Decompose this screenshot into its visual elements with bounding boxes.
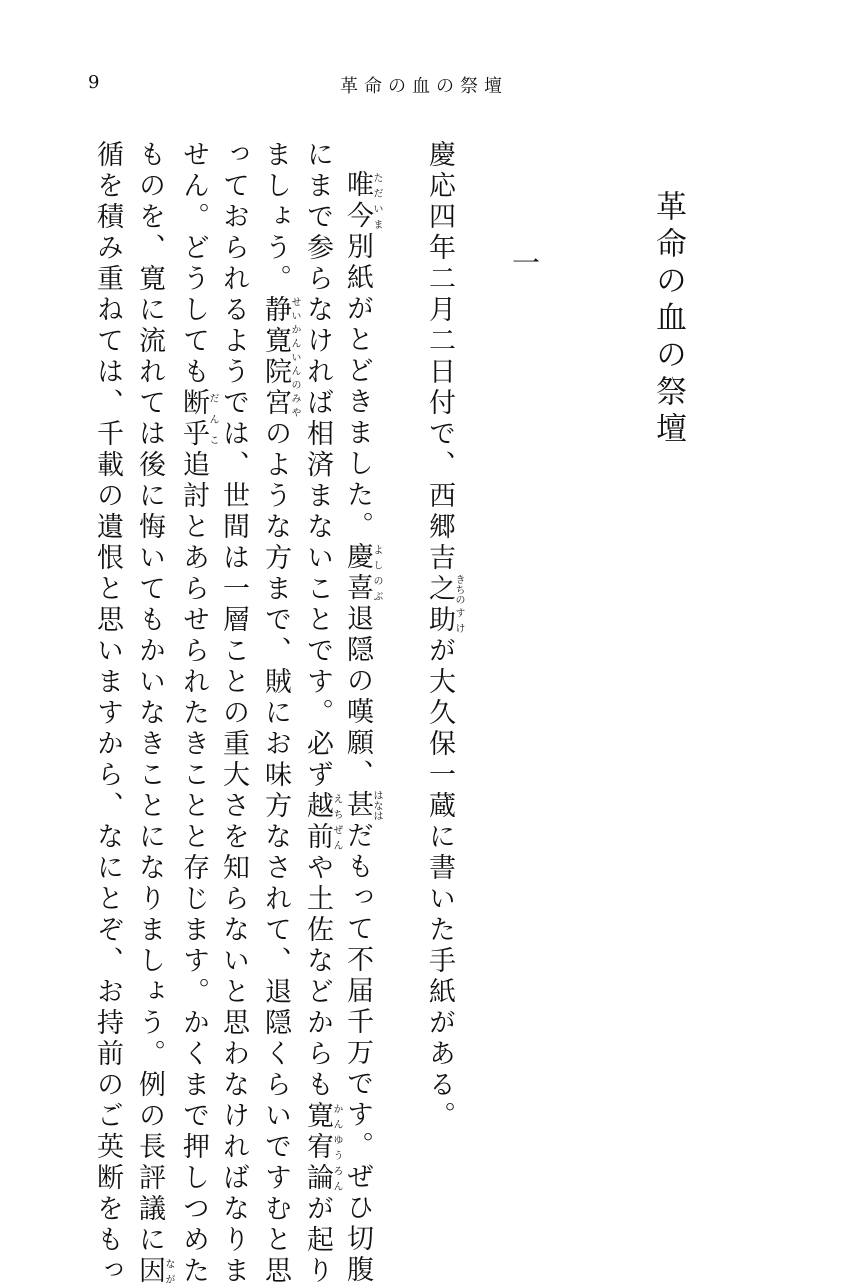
body-line-2-text-b: 別紙がとどきました。	[342, 232, 373, 542]
word-echizen: 越前	[302, 791, 333, 853]
chapter-title: 革命の血の祭壇	[650, 190, 686, 449]
body-line-6-text-c: 追討とあらせられたきことと存じます。かくまで押しつめた	[178, 450, 209, 1287]
ruby-hanahada	[342, 790, 382, 821]
ruby-suke: 助すけ	[424, 605, 464, 636]
word-seikanin: 静寛院宮	[260, 295, 291, 419]
running-header-title: 革命の血の祭壇	[340, 76, 508, 97]
body-line-6	[180, 140, 218, 1287]
body-line-7-text-a: ものを、寛に流れては後に悔いてもかいなきことになりましょう。例の長評議に	[134, 140, 165, 1256]
ruby-reading-yoshinobu: よしのぶ	[371, 542, 382, 604]
body-line-1-text-a: 慶応四年二月二日付で、西郷吉	[424, 140, 455, 574]
body-line-3	[304, 140, 342, 1287]
body-line-4-text-c: のような方まで、賊にお味方なされて、退隠くらいですむと思	[260, 419, 291, 1287]
page-number: 9	[88, 72, 101, 93]
ruby-tadaima	[342, 170, 382, 232]
ruby-reading-suke: すけ	[453, 605, 464, 636]
ruby-reading-hanahada: はなは	[371, 790, 382, 821]
word-hanahada: 甚	[342, 790, 373, 821]
ruby-danko	[178, 388, 218, 450]
body-line-3-text-a: にまで参らなければ相済まないことです。必ず	[302, 140, 333, 791]
body-line-5: っておられるようでは、世間は一層ことの重大さを知らないと思わなければなりま	[218, 140, 249, 1287]
ruby-reading-echizen: えちぜん	[331, 791, 342, 853]
word-danko: 断乎	[178, 388, 209, 450]
body-line-3-text-c: や土佐などからも	[302, 853, 333, 1101]
word-in: 因	[134, 1256, 165, 1287]
word-yoshinobu: 慶喜	[342, 542, 373, 604]
ruby-reading-kichi: きちの	[453, 574, 464, 605]
ruby-reading-kanyuron: かんゆうろん	[331, 1101, 342, 1194]
word-kanyuron: 寛宥論	[302, 1101, 333, 1194]
body-line-4	[262, 140, 300, 1287]
body-line-3-text-e: が起り	[302, 1194, 333, 1287]
body-line-1	[426, 140, 464, 1132]
ruby-yoshinobu	[342, 542, 382, 604]
body-line-4-text-a: ましょう。	[260, 140, 291, 295]
body-line-2-text-f: だもって不届千万です。ぜひ切腹	[342, 821, 373, 1286]
word-tadaima: 唯今	[342, 170, 373, 232]
body-line-2	[344, 170, 382, 1286]
ruby-naga	[134, 1256, 174, 1287]
body-line-1-text-b: が大久保一蔵に書いた手紙がある。	[424, 636, 455, 1132]
ruby-seikanin	[260, 295, 300, 419]
section-number: 一	[508, 248, 541, 280]
body-line-8: 循を積み重ねては、千載の遺恨と思いますから、なにとぞ、お持前のご英断をもっ	[92, 140, 123, 1287]
ruby-kichinosuke: 之きちの	[424, 574, 464, 605]
body-line-7	[136, 140, 174, 1287]
ruby-reading-seikanin: せいかんいんのみや	[289, 295, 300, 419]
body-line-6-text-a: せん。どうしても	[178, 140, 209, 388]
ruby-echizen	[302, 791, 342, 853]
ruby-reading-tadaima: ただいま	[371, 170, 382, 232]
ruby-kanyuron	[302, 1101, 342, 1194]
ruby-reading-naga: なが	[163, 1256, 174, 1287]
ruby-reading-danko: だんこ	[207, 388, 218, 450]
body-line-2-text-d: 退隠の嘆願、	[342, 604, 373, 790]
